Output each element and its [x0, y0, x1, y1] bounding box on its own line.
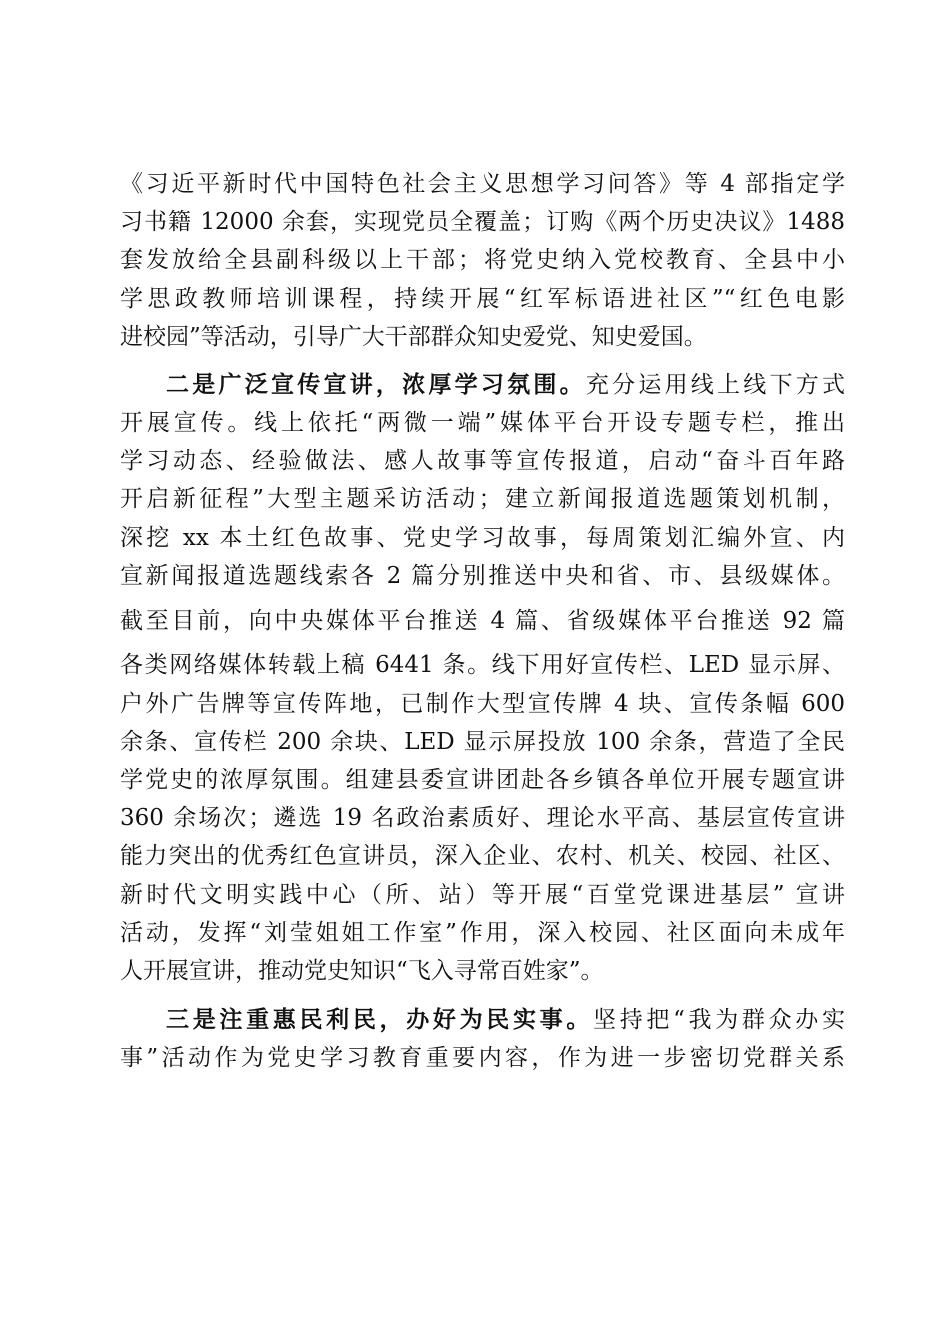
paragraph-2-line-5: 深挖 xx 本土红色故事、党史学习故事，每周策划汇编外宣、内: [120, 525, 845, 551]
paragraph-3-line-1-text: 坚持把“我为群众办实: [593, 1007, 845, 1033]
paragraph-2-line-6: 宣新闻报道选题线索各 2 篇分别推送中央和省、市、县级媒体。: [120, 563, 845, 589]
paragraph-2-line-1-text: 充分运用线上线下方式: [585, 372, 845, 398]
paragraph-2-line-16: 人开展宣讲，推动党史知识“飞入寻常百姓家”。: [120, 958, 604, 984]
paragraph-2-heading: 二是广泛宣传宣讲，浓厚学习氛围。: [166, 372, 586, 398]
paragraph-1-line-3: 套发放给全县副科级以上干部；将党史纳入党校教育、全县中小: [120, 247, 845, 273]
paragraph-2-line-9: 户外广告牌等宣传阵地，已制作大型宣传牌 4 块、宣传条幅 600: [120, 691, 845, 717]
paragraph-3-line-1: [166, 1000, 845, 1040]
paragraph-1-line-5: 进校园”等活动，引导广大干部群众知史爱党、知史爱国。: [120, 324, 707, 350]
paragraph-3-line-2: 事”活动作为党史学习教育重要内容，作为进一步密切党群关系: [120, 1045, 845, 1071]
paragraph-2-line-2: 开展宣传。线上依托“两微一端”媒体平台开设专题专栏，推出: [120, 410, 845, 436]
paragraph-2-line-11: 学党史的浓厚氛围。组建县委宣讲团赴各乡镇各单位开展专题宣讲: [120, 767, 845, 793]
paragraph-3-heading: 三是注重惠民利民，办好为民实事。: [166, 1007, 594, 1033]
paragraph-1-line-2: 习书籍 12000 余套，实现党员全覆盖；订购《两个历史决议》1488: [120, 209, 845, 235]
paragraph-2-line-14: 新时代文明实践中心（所、站）等开展“百堂党课进基层” 宣讲: [120, 882, 845, 908]
paragraph-2-line-12: 360 余场次；遴选 19 名政治素质好、理论水平高、基层宣传宣讲: [120, 805, 845, 831]
paragraph-2-line-13: 能力突出的优秀红色宣讲员，深入企业、农村、机关、校园、社区、: [120, 843, 845, 869]
paragraph-2-line-8: 各类网络媒体转载上稿 6441 条。线下用好宣传栏、LED 显示屏、: [120, 652, 845, 678]
paragraph-1-line-1: 《习近平新时代中国特色社会主义思想学习问答》等 4 部指定学: [120, 171, 845, 197]
paragraph-2-line-1: [166, 365, 845, 405]
paragraph-1-line-4: 学思政教师培训课程，持续开展“红军标语进社区”“红色电影: [120, 286, 845, 312]
paragraph-2-line-15: 活动，发挥“刘莹姐姐工作室”作用，深入校园、社区面向未成年: [120, 920, 845, 946]
paragraph-2-line-10: 余条、宣传栏 200 余块、LED 显示屏投放 100 余条，营造了全民: [120, 729, 845, 755]
paragraph-2-line-4: 开启新征程”大型主题采访活动；建立新闻报道选题策划机制，: [120, 486, 845, 512]
paragraph-2-line-3: 学习动态、经验做法、感人故事等宣传报道，启动“奋斗百年路: [120, 448, 845, 474]
paragraph-2-line-7: 截至目前，向中央媒体平台推送 4 篇、省级媒体平台推送 92 篇: [120, 608, 845, 634]
